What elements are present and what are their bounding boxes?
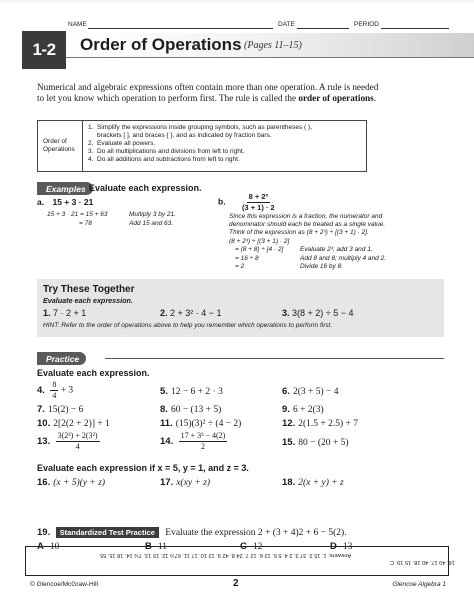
step-note: Add 8 and 8; multiply 4 and 2. bbox=[300, 254, 387, 262]
name-label: NAME bbox=[68, 21, 87, 28]
example-b-step bbox=[229, 238, 444, 246]
problem-number: 15. bbox=[282, 437, 296, 448]
problem-expression: (15)(3)² ÷ (4 − 2) bbox=[175, 419, 242, 429]
problem-expression: + 3 bbox=[60, 385, 74, 396]
problem-13 bbox=[37, 432, 100, 451]
problem-expression: 6 + 2(3) bbox=[292, 405, 324, 415]
fraction-numerator: 8 bbox=[52, 380, 57, 389]
explanation-line: Since this expression is a fraction, the numerator and bbox=[229, 213, 383, 220]
answer-key-box bbox=[25, 546, 449, 576]
rules-list bbox=[88, 124, 362, 164]
example-b bbox=[218, 193, 277, 211]
problem-expression: 2(3 + 5) − 4 bbox=[292, 387, 339, 397]
problem-8 bbox=[160, 404, 221, 415]
problem-18 bbox=[282, 477, 344, 488]
example-b-fraction bbox=[240, 193, 277, 211]
choice-letter: B bbox=[145, 541, 152, 552]
step-expression: (8 + 2³) ÷ [(3 + 1) · 2] bbox=[229, 238, 290, 245]
fraction-numerator: 3(2²) + 2(3²) bbox=[57, 431, 98, 440]
problem-expression: 2(1.5 + 2.5) + 7 bbox=[298, 419, 359, 429]
period-label: PERIOD bbox=[354, 21, 379, 28]
name-date-period-bar bbox=[68, 14, 450, 30]
practice-rule bbox=[105, 358, 444, 359]
problem-expression: 80 − (20 + 5) bbox=[298, 438, 349, 448]
problem-number: 4. bbox=[37, 384, 45, 396]
problem-number: 16. bbox=[37, 477, 51, 488]
problem-number: 17. bbox=[160, 477, 174, 488]
step-note: Evaluate 2³; add 3 and 1. bbox=[300, 246, 373, 254]
example-a-expression: 15 + 3 · 21 bbox=[52, 197, 94, 207]
examples-ribbon: Examples bbox=[37, 182, 93, 195]
problem-number: 6. bbox=[282, 386, 290, 397]
problem-9 bbox=[282, 404, 324, 415]
problem-fraction bbox=[179, 432, 228, 451]
problem-10 bbox=[37, 418, 110, 429]
lesson-number-badge: 1-2 bbox=[22, 31, 66, 69]
problem-expression: Evaluate the expression 2 + (3 + 4)2 + 6 − 5(2). bbox=[165, 528, 347, 538]
rule-item: 1. Simplify the expressions inside grouping symbols, such as parentheses ( ), bbox=[88, 124, 312, 131]
try-question-1 bbox=[43, 308, 86, 318]
problem-number: 14. bbox=[160, 435, 174, 447]
problem-number: 5. bbox=[160, 386, 168, 397]
example-a-step bbox=[47, 211, 207, 220]
fraction-denominator: 2 bbox=[200, 442, 205, 451]
step-note: Multiply 3 by 21. bbox=[129, 211, 176, 218]
rules-label-line1: Order of bbox=[43, 138, 67, 145]
example-a-steps bbox=[47, 211, 207, 229]
problem-expression: 2[2(2 + 2)] + 1 bbox=[53, 419, 110, 429]
step-expression: = 16 ÷ 8 bbox=[235, 254, 259, 262]
example-b-step bbox=[229, 246, 444, 254]
problem-expression: 60 − (13 + 5) bbox=[170, 405, 222, 415]
date-label: DATE bbox=[278, 21, 295, 28]
explanation-line: Think of the expression as (8 + 2³) ÷ [(3 + 1) · 2]. bbox=[229, 229, 369, 237]
problem-12 bbox=[282, 418, 358, 429]
problem-number: 8. bbox=[160, 404, 168, 415]
practice-heading: Evaluate each expression. bbox=[37, 368, 150, 378]
problem-number: 11. bbox=[160, 418, 173, 429]
practice-ribbon: Practice bbox=[37, 352, 86, 365]
example-b-explanation bbox=[229, 213, 444, 238]
choice-letter: D bbox=[330, 541, 337, 552]
choice-value: 13 bbox=[342, 542, 353, 552]
intro-paragraph bbox=[37, 82, 382, 105]
fraction-denominator: 4 bbox=[75, 442, 80, 451]
standardized-test-tag: Standardized Test Practice bbox=[56, 527, 159, 538]
page-reference: (Pages 11–15) bbox=[244, 40, 302, 51]
question-number: 2. bbox=[160, 308, 168, 318]
top-stripe bbox=[0, 0, 474, 4]
rule-item: 3. Do all multiplications and divisions from left to right. bbox=[88, 148, 245, 155]
order-of-operations-table bbox=[37, 120, 367, 172]
problem-11 bbox=[160, 418, 241, 429]
try-question-2 bbox=[160, 308, 222, 318]
step-note: Divide 16 by 8. bbox=[300, 263, 343, 271]
example-b-step bbox=[229, 255, 444, 263]
choice-letter: A bbox=[37, 541, 44, 552]
question-number: 3. bbox=[282, 308, 290, 318]
footer-book-title: Glencoe Algebra 1 bbox=[392, 581, 446, 588]
step-expression: = 2 bbox=[235, 263, 245, 271]
choice-letter: C bbox=[240, 541, 247, 552]
problem-fraction bbox=[50, 381, 58, 400]
problem-expression: (x + 5)(y + z) bbox=[53, 478, 106, 488]
problem-7 bbox=[37, 404, 83, 415]
question-number: 1. bbox=[43, 308, 51, 318]
try-question-3 bbox=[282, 308, 354, 318]
example-b-label: b. bbox=[218, 196, 226, 207]
answer-key-line-2: 16. 40 17. 40 18. 15 19. C bbox=[390, 559, 455, 565]
problem-number: 10. bbox=[37, 418, 51, 429]
fraction-numerator: 17 + 3³ − 4(2) bbox=[180, 431, 226, 440]
intro-text: Numerical and algebraic expressions often contain more than one operation. A rule is needed to let you know which operation to perform first. The rule is called the bbox=[37, 82, 379, 104]
problem-expression: 12 − 6 + 2 · 3 bbox=[170, 387, 223, 397]
variables-heading: Evaluate each expression if x = 5, y = 1, and z = 3. bbox=[37, 463, 249, 473]
examples-heading: Evaluate each expression. bbox=[89, 183, 202, 193]
fraction-numerator: 8 + 2³ bbox=[248, 192, 268, 201]
date-line bbox=[297, 28, 349, 29]
example-a-label: a. bbox=[37, 197, 45, 207]
example-b-step bbox=[229, 263, 444, 271]
problem-17 bbox=[160, 477, 210, 488]
problem-expression: x(xy + z) bbox=[176, 478, 211, 488]
try-title: Try These Together bbox=[43, 284, 135, 295]
problem-expression: 15(2) − 6 bbox=[47, 405, 84, 415]
problem-expression: 2(x + y) + z bbox=[298, 478, 344, 488]
choice-value: 10 bbox=[49, 542, 60, 552]
question-expression: 2 + 3² · 4 − 1 bbox=[170, 308, 222, 318]
choice-value: 11 bbox=[157, 542, 168, 552]
problem-fraction bbox=[56, 432, 100, 451]
page-number: 2 bbox=[233, 578, 239, 589]
try-subtitle: Evaluate each expression. bbox=[43, 296, 133, 305]
intro-bold-term: order of operations bbox=[298, 93, 374, 104]
rule-item: 2. Evaluate all powers. bbox=[88, 140, 156, 147]
intro-end: . bbox=[373, 93, 377, 104]
question-expression: 3(8 + 2) ÷ 5 − 4 bbox=[292, 308, 354, 318]
problem-19 bbox=[37, 527, 347, 538]
step-note: Add 15 and 63. bbox=[129, 220, 174, 227]
problem-number: 7. bbox=[37, 404, 45, 415]
problem-14 bbox=[160, 432, 227, 451]
problem-15 bbox=[282, 437, 349, 448]
title-underline bbox=[66, 57, 474, 58]
problem-number: 9. bbox=[282, 404, 290, 415]
example-b-steps bbox=[229, 238, 444, 272]
problem-6 bbox=[282, 386, 338, 397]
step-expression: 15 + 3 · 21 = 15 + 63 bbox=[47, 211, 108, 218]
step-expression: = (8 + 8) ÷ [4 · 2] bbox=[235, 246, 284, 254]
rule-item: 4. Do all additions and subtractions from left to right. bbox=[88, 156, 240, 163]
period-line bbox=[381, 28, 449, 29]
choice-value: 12 bbox=[252, 542, 263, 552]
footer-copyright: © Glencoe/McGraw-Hill bbox=[30, 581, 98, 588]
example-a bbox=[37, 197, 93, 207]
problem-number: 12. bbox=[282, 418, 296, 429]
answer-key-line-1: Answers: 1. 15 2. 37 3. 2 4. 5 5. 12 6. 12 7. 24 8. 42 9. 12 10. 17 11. 67½ 12. 15 13. 7½ 14. 18 15. 55 bbox=[100, 552, 352, 558]
name-line bbox=[88, 28, 273, 29]
example-a-step bbox=[47, 220, 207, 229]
rules-label bbox=[38, 121, 83, 171]
problem-number: 19. bbox=[37, 527, 51, 538]
problem-5 bbox=[160, 386, 223, 397]
rule-item: brackets [ ], and braces { }, and as indicated by fraction bars. bbox=[88, 132, 272, 139]
page-title: Order of Operations bbox=[80, 35, 242, 54]
problem-number: 13. bbox=[37, 435, 51, 447]
problem-4 bbox=[37, 381, 73, 400]
fraction-denominator: (3 + 1) · 2 bbox=[241, 202, 275, 212]
problem-16 bbox=[37, 477, 105, 488]
problem-number: 18. bbox=[282, 477, 296, 488]
fraction-denominator: 4 bbox=[52, 391, 57, 400]
rules-label-line2: Operations bbox=[43, 146, 75, 153]
try-hint: HINT: Refer to the order of operations above to help you remember which operations to perform first. bbox=[43, 322, 333, 329]
question-expression: 7 · 2 + 1 bbox=[53, 308, 87, 318]
explanation-line: denominator should each be treated as a single value. bbox=[229, 221, 386, 229]
step-expression: = 78 bbox=[79, 220, 92, 227]
